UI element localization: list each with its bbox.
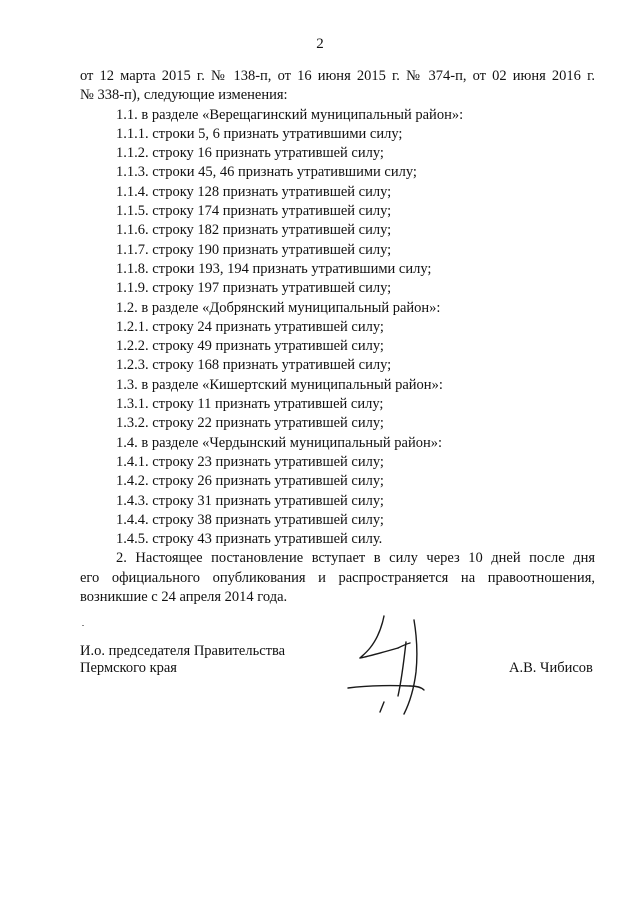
position-line-2: Пермского края: [80, 660, 177, 676]
scan-speck: [82, 625, 84, 626]
paragraph-2-line-2: его официального опубликования и распространяется на правоотношения,: [80, 569, 595, 586]
list-item: 1.1. в разделе «Верещагинский муниципальный район»:: [116, 106, 464, 123]
list-item: 1.4.5. строку 43 признать утратившей силу.: [116, 531, 383, 548]
list-item: 1.1.8. строки 193, 194 признать утратившими силу;: [116, 260, 432, 277]
list-item: 1.4.1. строку 23 признать утратившей силу;: [116, 453, 384, 470]
list-item: 1.4.3. строку 31 признать утратившей силу;: [116, 492, 384, 509]
list-item: 1.3.2. строку 22 признать утратившей силу;: [116, 415, 384, 432]
paragraph-2-line-1: 2. Настоящее постановление вступает в силу через 10 дней после дня: [116, 550, 595, 567]
list-item: 1.1.2. строку 16 признать утратившей силу;: [116, 145, 384, 162]
list-item: 1.2. в разделе «Добрянский муниципальный район»:: [116, 299, 441, 316]
list-item: 1.4.4. строку 38 признать утратившей силу;: [116, 511, 384, 528]
list-item: 1.1.7. строку 190 признать утратившей силу;: [116, 241, 392, 258]
list-item: 1.1.6. строку 182 признать утратившей силу;: [116, 222, 392, 239]
paragraph-2-line-3: возникшие с 24 апреля 2014 года.: [80, 589, 288, 606]
list-item: 1.3.1. строку 11 признать утратившей силу;: [116, 396, 384, 413]
document-body: [80, 67, 595, 607]
page-number: 2: [316, 36, 324, 52]
list-item: 1.4. в разделе «Чердынский муниципальный район»:: [116, 434, 443, 451]
list-item: 1.1.4. строку 128 признать утратившей силу;: [116, 183, 392, 200]
signatory-position: [80, 643, 285, 677]
signatory-name: А.В. Чибисов: [509, 660, 593, 676]
intro-line-2: № 338-п), следующие изменения:: [80, 87, 288, 104]
intro-line-1: от 12 марта 2015 г. № 138-п, от 16 июня 2015 г. № 374-п, от 02 июня 2016 г.: [80, 68, 595, 84]
list-item: 1.1.1. строки 5, 6 признать утратившими силу;: [116, 125, 403, 142]
list-item: 1.2.3. строку 168 признать утратившей силу;: [116, 357, 392, 374]
list-item: 1.1.5. строку 174 признать утратившей силу;: [116, 203, 392, 220]
list-item: 1.1.3. строки 45, 46 признать утратившими силу;: [116, 164, 417, 181]
handwritten-signature: [340, 612, 450, 722]
list-item: 1.2.1. строку 24 признать утратившей силу;: [116, 318, 384, 335]
list-item: 1.3. в разделе «Кишертский муниципальный район»:: [116, 376, 443, 393]
list-item: 1.4.2. строку 26 признать утратившей силу;: [116, 473, 384, 490]
position-line-1: И.о. председателя Правительства: [80, 643, 286, 659]
list-item: 1.1.9. строку 197 признать утратившей силу;: [116, 280, 392, 297]
list-item: 1.2.2. строку 49 признать утратившей силу;: [116, 338, 384, 355]
